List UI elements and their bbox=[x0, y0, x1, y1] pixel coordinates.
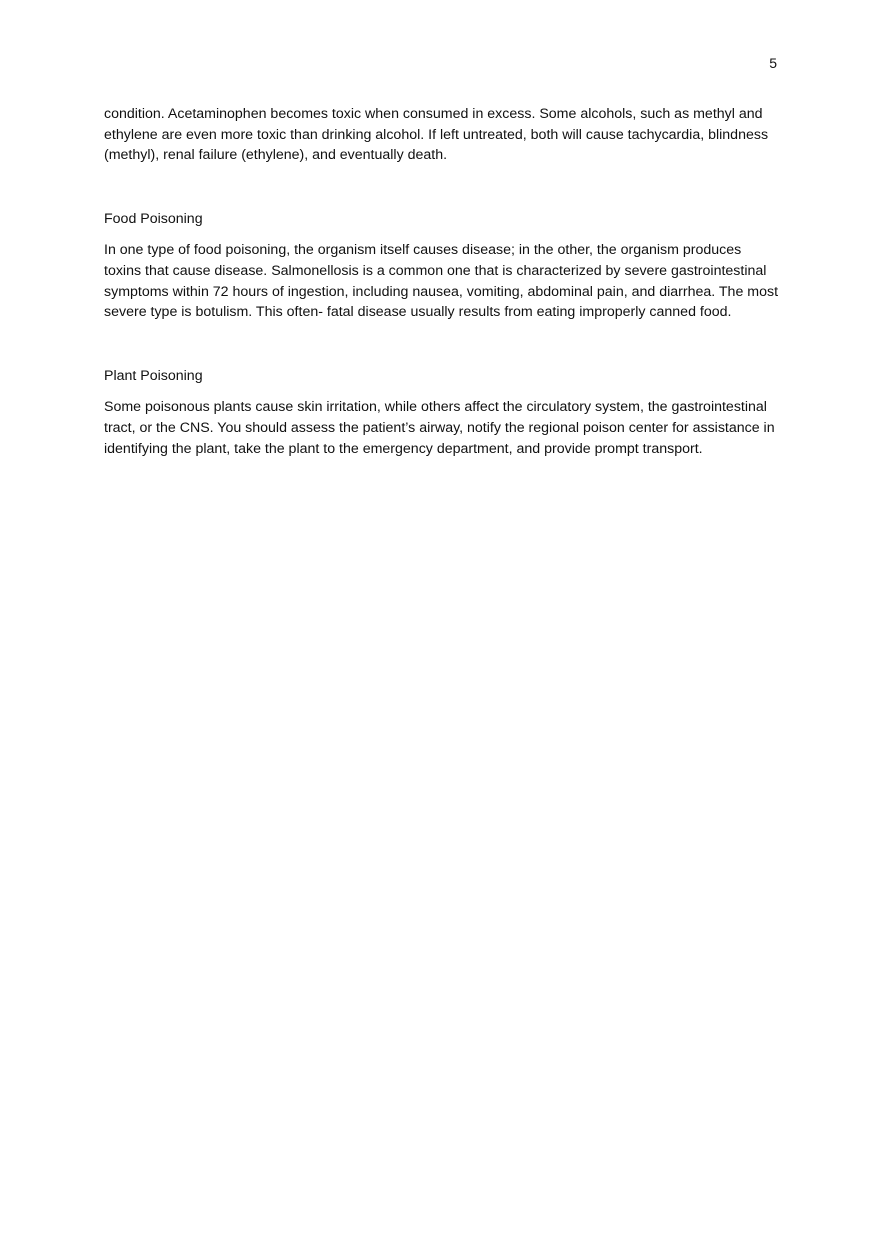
section-heading-plant-poisoning: Plant Poisoning bbox=[104, 367, 203, 384]
page-number: 5 bbox=[769, 55, 777, 71]
section-heading-food-poisoning: Food Poisoning bbox=[104, 210, 203, 227]
intro-paragraph: condition. Acetaminophen becomes toxic when consumed in excess. Some alcohols, such as methyl and ethylene are even more toxic than drinking alcohol. If left untreated, both will cause tachycardia, blindness (methyl), renal failure (ethylene), and eventually death. bbox=[104, 106, 769, 164]
section-body-food-poisoning: In one type of food poisoning, the organism itself causes disease; in the other, the organism produces toxins that cause disease. Salmonellosis is a common one that is characterized by severe gastrointestinal symptoms within 72 hours of ingestion, including nausea, vomiting, abdominal pain, and diarrhea. The most severe type is botulism. This often- fatal disease usually results from eating improperly canned food. bbox=[104, 242, 779, 321]
section-body-plant-poisoning: Some poisonous plants cause skin irritation, while others affect the circulatory system, the gastrointestinal tract, or the CNS. You should assess the patient’s airway, notify the regional poison center for assistance in identifying the plant, take the plant to the emergency department, and provide prompt transport. bbox=[104, 399, 775, 457]
page-content bbox=[104, 104, 780, 459]
